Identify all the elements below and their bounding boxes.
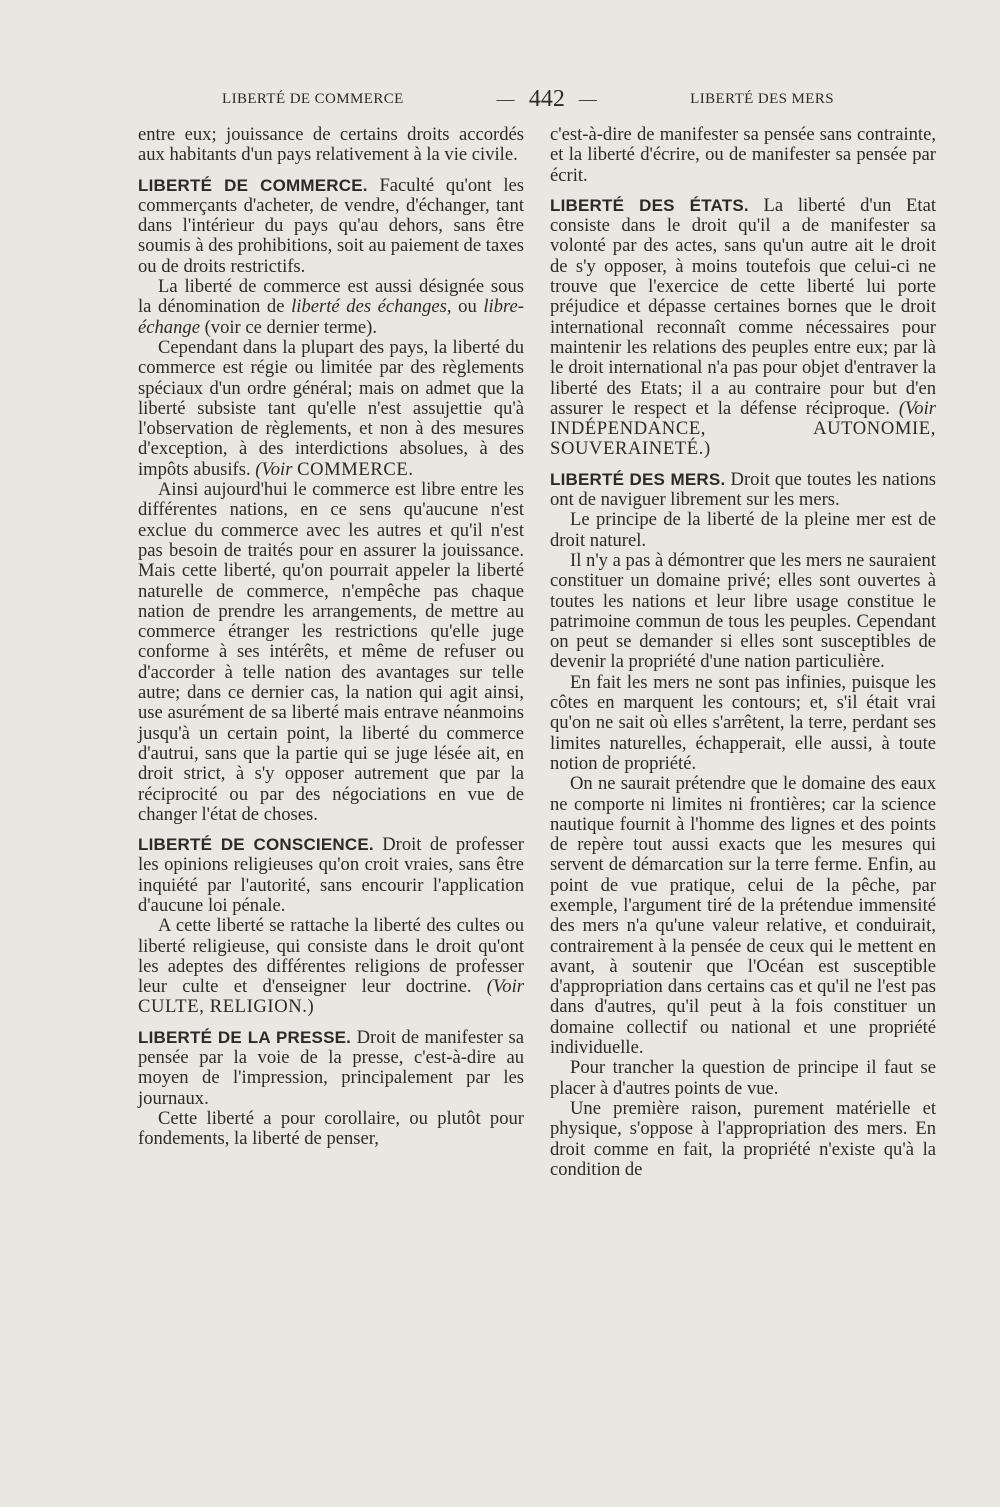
header-left-title: LIBERTÉ DE COMMERCE — [222, 90, 404, 107]
text-run: , ou — [446, 296, 484, 318]
right-column — [550, 125, 936, 1180]
body-paragraph: Pour trancher la question de principe il faut se placer à d'autres points de vue. — [550, 1057, 936, 1099]
body-paragraph: On ne saurait prétendre que le domaine des eaux ne comporte ni limites ni frontières; car la science nautique fournit à l'homme des lignes et des points de repère tout aussi exacts que les mesures qui servent de démarcation sur la terre ferme. Enfin, au point de vue pratique, celui de la pêche, par exemple, l'argument tiré de la prétendue immensité des mers n'a qu'une valeur relative, et conduirait, contrairement à la pensée de ceux qui le mettent en avant, à soutenir que l'Océan est susceptible d'appropriation dans certains cas et qu'il ne l'est pas dans d'autres, qu'il peut à la fois constituer un domaine collectif ou national et une propriété individuelle. — [550, 773, 936, 1059]
cross-reference-voir: (Voir — [486, 976, 524, 998]
text-run: La liberté de commerce est aussi désignée sous la dénomination de — [138, 276, 524, 318]
definition-text: Droit de manifester sa pensée par la voie de la presse, c'est-à-dire au moyen de l'impression, principalement par les journaux. — [138, 1026, 524, 1109]
body-paragraph: Le principe de la liberté de la pleine mer est de droit naturel. — [550, 509, 936, 551]
entry-liberte-des-mers — [550, 470, 936, 511]
page-number: 442 — [528, 85, 565, 112]
headword: LIBERTÉ DES ÉTATS. — [550, 195, 749, 215]
header-dash-left: — — [496, 88, 515, 109]
headword: LIBERTÉ DE COMMERCE. — [138, 175, 368, 195]
entry-liberte-des-etats — [550, 196, 936, 460]
text-run: A cette liberté se rattache la liberté des cultes ou liberté religieuse, qui consiste dans le droit qu'ont les adeptes des différentes religions de professer leur culte et d'enseigner leur doctrine. — [138, 915, 524, 998]
running-header — [222, 84, 834, 114]
header-dash-right: — — [578, 88, 598, 109]
body-paragraph — [138, 916, 524, 1017]
definition-text: La liberté d'un Etat consiste dans le droit qu'il a de manifester sa volonté par des actes, sans qu'un autre ait le droit de s'y opposer, à moins toutefois que celui-ci ne trouve que l'exercice de cette liberté lui porte préjudice et dépasse certaines bornes que le droit international reconnaît comme nécessaires pour maintenir les relations des peuples entre eux; par là le droit international n'a pas pour objet d'entraver la liberté des Etats; il a au contraire pour but d'en assurer le respect et la défense réciproque. — [550, 194, 936, 419]
entry-liberte-de-conscience — [138, 835, 524, 916]
headword: LIBERTÉ DE CONSCIENCE. — [138, 835, 374, 855]
body-paragraph: Il n'y a pas à démontrer que les mers ne sauraient constituer un domaine privé; elles sont ouvertes à toutes les nations et leur libre usage constitue le patrimoine commun de tous les peuples. Cependant on peut se demander si elles sont susceptibles de devenir la propriété d'une nation particulière. — [550, 549, 936, 673]
left-column — [138, 125, 524, 1150]
header-right-title: LIBERTÉ DES MERS — [690, 90, 834, 107]
continuation-paragraph: c'est-à-dire de manifester sa pensée sans contrainte, et la liberté d'écrire, ou de manifester sa pensée par écrit. — [550, 124, 936, 186]
cross-reference-voir: (Voir — [255, 458, 293, 480]
header-folio — [483, 86, 612, 113]
cross-reference-target: COMMERCE. — [297, 458, 414, 480]
text-run: (voir ce dernier terme). — [199, 316, 378, 338]
italic-term: libre-échange — [138, 296, 524, 338]
cross-reference-target: INDÉPENDANCE, AUTONOMIE, SOUVERAINETÉ.) — [550, 418, 936, 460]
definition-text: Faculté qu'ont les commerçants d'acheter, de vendre, d'échanger, tant dans l'intérieur du pays qu'au dehors, sans être soumis à des prohibitions, soit au paiement de taxes ou de droits restrictifs. — [138, 174, 524, 277]
body-paragraph: Ainsi aujourd'hui le commerce est libre entre les différentes nations, en ce sens qu'aucune n'est exclue du commerce avec les autres et qu'il n'est pas besoin de traités pour en assurer la jouissance. Mais cette liberté, qu'on pourrait appeler la liberté naturelle de commerce, n'empêche pas chaque nation de prendre les arrangements, de mettre au commerce étranger les restrictions qu'elle juge conforme à ses intérêts, et même de refuser ou d'accorder à telle nation des avantages sur telle autre; dans ce dernier cas, la nation qui agit ainsi, use asurément de sa liberté mais entrave néanmoins jusqu'à un certain point, la liberté du commerce d'autrui, sans que la partie qui se juge lésée ait, en droit strict, à s'y opposer autrement que par la réciprocité ou par des négociations en vue de changer l'état de choses. — [138, 479, 524, 825]
body-paragraph — [138, 338, 524, 480]
cross-reference-voir: (Voir — [898, 397, 936, 419]
body-paragraph: Une première raison, purement matérielle et physique, s'oppose à l'appropriation des mers. En droit comme en fait, la propriété n'existe qu'à la condition de — [550, 1097, 936, 1180]
headword: LIBERTÉ DES MERS. — [550, 469, 726, 489]
continuation-paragraph: entre eux; jouissance de certains droits accordés aux habitants d'un pays relativement à la vie civile. — [138, 124, 524, 166]
entry-liberte-de-commerce — [138, 176, 524, 277]
entry-liberte-de-la-presse — [138, 1028, 524, 1109]
cross-reference-target: CULTE, RELIGION.) — [138, 996, 315, 1018]
body-paragraph — [138, 277, 524, 338]
body-paragraph: Cette liberté a pour corollaire, ou plutôt pour fondements, la liberté de penser, — [138, 1107, 524, 1150]
body-paragraph: En fait les mers ne sont pas infinies, puisque les côtes en marquent les contours; et, s'il était vrai qu'on ne sait où elles s'arrêtent, la terre, perdant ses limites naturelles, échapperait, elle aussi, à toute notion de propriété. — [550, 671, 936, 774]
text-run: Cependant dans la plupart des pays, la liberté du commerce est régie ou limitée par des règlements spéciaux d'un ordre général; mais on admet que la liberté subsiste tant qu'elle n'est assujettie qu'à l'observation de règlements, et non à des mesures d'exception, à des interdictions absolues, à des impôts abusifs. — [138, 336, 524, 480]
italic-term: liberté des échanges — [291, 296, 447, 318]
definition-text: Droit que toutes les nations ont de naviguer librement sur les mers. — [550, 468, 936, 511]
headword: LIBERTÉ DE LA PRESSE. — [138, 1027, 352, 1047]
definition-text: Droit de professer les opinions religieuses qu'on croit vraies, sans être inquiété par l'autorité, sans encourir l'application d'aucune loi pénale. — [138, 834, 524, 916]
